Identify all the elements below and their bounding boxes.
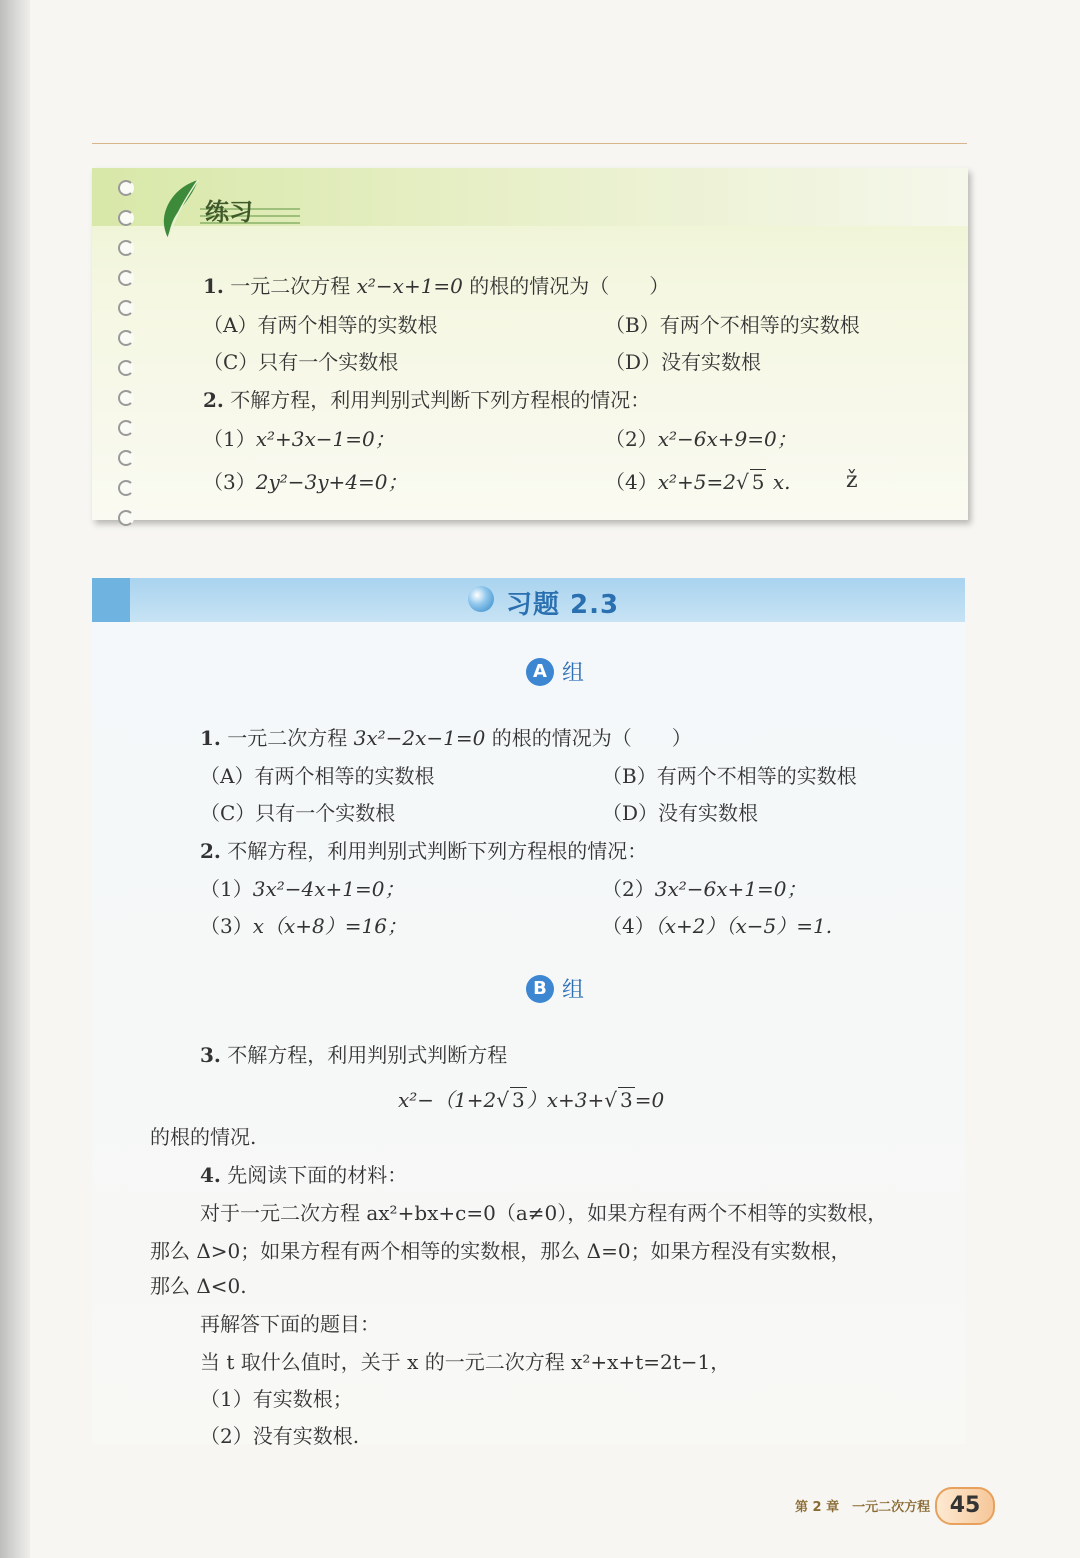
exercise-header-accent (92, 578, 130, 622)
practice-q1 (203, 270, 669, 299)
equation: x²−x+1=0 (356, 274, 463, 298)
ring-icon (118, 180, 134, 196)
q4-sub-2: （2）没有实数根. (200, 1424, 360, 1448)
feather-icon (158, 178, 206, 240)
ring-icon (118, 210, 134, 226)
equation: x（x+8）=16； (252, 914, 407, 938)
question-number: 4. (200, 1163, 221, 1187)
group-b-heading (526, 973, 584, 1004)
question-text: 不解方程，利用判别式判断下列方程根的情况： (227, 839, 648, 863)
page-number: 45 (935, 1487, 995, 1525)
equation: x²−6x+9=0； (657, 427, 797, 451)
question-number: 2. (203, 388, 224, 412)
question-number: 1. (200, 726, 221, 750)
chapter-footer: 第 2 章 一元二次方程 (795, 1500, 931, 1515)
equation: 3x²−2x−1=0 (353, 726, 486, 750)
group-b-badge: B (526, 975, 554, 1003)
book-spine (0, 0, 30, 1558)
subquestion-1 (203, 423, 395, 452)
option-d: （D）没有实数根 (605, 350, 762, 374)
question-text: 一元二次方程 (227, 726, 354, 750)
group-a-badge: A (526, 658, 554, 686)
sub-label: （3） (200, 914, 253, 938)
equation: 2y²−3y+4=0； (255, 470, 408, 494)
spiral-binding (118, 180, 138, 540)
question-tail: 的根的情况为（ ） (462, 274, 670, 298)
exercise-q2 (200, 835, 647, 864)
sub-label: （1） (203, 427, 256, 451)
subquestion-3 (203, 466, 408, 495)
exercise-title: 习题 2.3 (506, 590, 620, 620)
top-rule (92, 143, 967, 144)
radicand: 5 (751, 470, 765, 494)
practice-q2 (203, 384, 650, 413)
option-b: （B）有两个不相等的实数根 (602, 764, 857, 788)
option-c: （C）只有一个实数根 (200, 801, 396, 825)
q4-paragraph-4: 再解答下面的题目： (200, 1312, 380, 1336)
question-number: 2. (200, 839, 221, 863)
option-a: （A）有两个相等的实数根 (200, 764, 435, 788)
globe-icon (468, 586, 494, 612)
equation: 3x²−6x+1=0； (654, 877, 807, 901)
question-number: 3. (200, 1043, 221, 1067)
equation: x²+3x−1=0； (255, 427, 395, 451)
ring-icon (118, 360, 134, 376)
subquestion-4 (602, 910, 832, 939)
subquestion-4: （4）x²+5=2√ 5 x. (605, 470, 791, 494)
question-text: 先阅读下面的材料： (227, 1163, 408, 1187)
ring-icon (118, 420, 134, 436)
ring-icon (118, 300, 134, 316)
sub-label: （3） (203, 470, 256, 494)
equation-post: =0 (634, 1088, 665, 1112)
equation: 3x²−4x+1=0； (252, 877, 405, 901)
question-number: 1. (203, 274, 224, 298)
subquestion-2 (602, 873, 806, 902)
radicand: 3 (512, 1088, 525, 1112)
q3-tail: 的根的情况. (150, 1125, 257, 1149)
sub-label: （2） (602, 877, 655, 901)
equation-post: x. (772, 470, 791, 494)
ring-icon (118, 240, 134, 256)
sub-label: （2） (605, 427, 658, 451)
exercise-q3 (200, 1039, 507, 1068)
sub-label: （1） (200, 877, 253, 901)
q4-sub-1: （1）有实数根； (200, 1387, 353, 1411)
equation-pre: x²+5=2 (657, 470, 736, 494)
question-text: 不解方程，利用判别式判断下列方程根的情况： (230, 388, 651, 412)
exercise-q4 (200, 1159, 407, 1188)
q4-paragraph-3: 那么 Δ<0. (150, 1274, 247, 1298)
ring-icon (118, 390, 134, 406)
option-a: （A）有两个相等的实数根 (203, 313, 438, 337)
subquestion-3 (200, 910, 407, 939)
ring-icon (118, 270, 134, 286)
sub-label: （4） (602, 914, 655, 938)
option-d: （D）没有实数根 (602, 801, 759, 825)
radicand: 3 (620, 1088, 633, 1112)
group-a-heading (526, 656, 584, 687)
ring-icon (118, 330, 134, 346)
option-c: （C）只有一个实数根 (203, 350, 399, 374)
ring-icon (118, 510, 134, 526)
handwritten-mark: ž (846, 468, 858, 493)
question-text: 一元二次方程 (230, 274, 357, 298)
q4-paragraph-5: 当 t 取什么值时，关于 x 的一元二次方程 x²+x+t=2t−1， (200, 1350, 731, 1374)
equation-mid: ）x+3+ (526, 1088, 605, 1112)
equation: （x+2）（x−5）=1. (654, 914, 833, 938)
q3-equation: x²−（1+2√ 3 ）x+3+√ 3 =0 (398, 1088, 665, 1112)
subquestion-2 (605, 423, 797, 452)
ring-icon (118, 450, 134, 466)
subquestion-1 (200, 873, 404, 902)
question-text: 不解方程，利用判别式判断方程 (227, 1043, 508, 1067)
question-tail: 的根的情况为（ ） (485, 726, 692, 750)
option-b: （B）有两个不相等的实数根 (605, 313, 860, 337)
sub-label: （4） (605, 470, 658, 494)
group-label: 组 (562, 978, 585, 1003)
exercise-q1 (200, 722, 692, 751)
q4-paragraph-2: 那么 Δ>0；如果方程有两个相等的实数根，那么 Δ=0；如果方程没有实数根， (150, 1239, 851, 1263)
group-label: 组 (562, 661, 585, 686)
ring-icon (118, 480, 134, 496)
practice-title: 练习 (205, 198, 253, 226)
q4-paragraph-1: 对于一元二次方程 ax²+bx+c=0（a≠0），如果方程有两个不相等的实数根， (200, 1201, 888, 1225)
equation-pre: x²−（1+2 (398, 1088, 497, 1112)
